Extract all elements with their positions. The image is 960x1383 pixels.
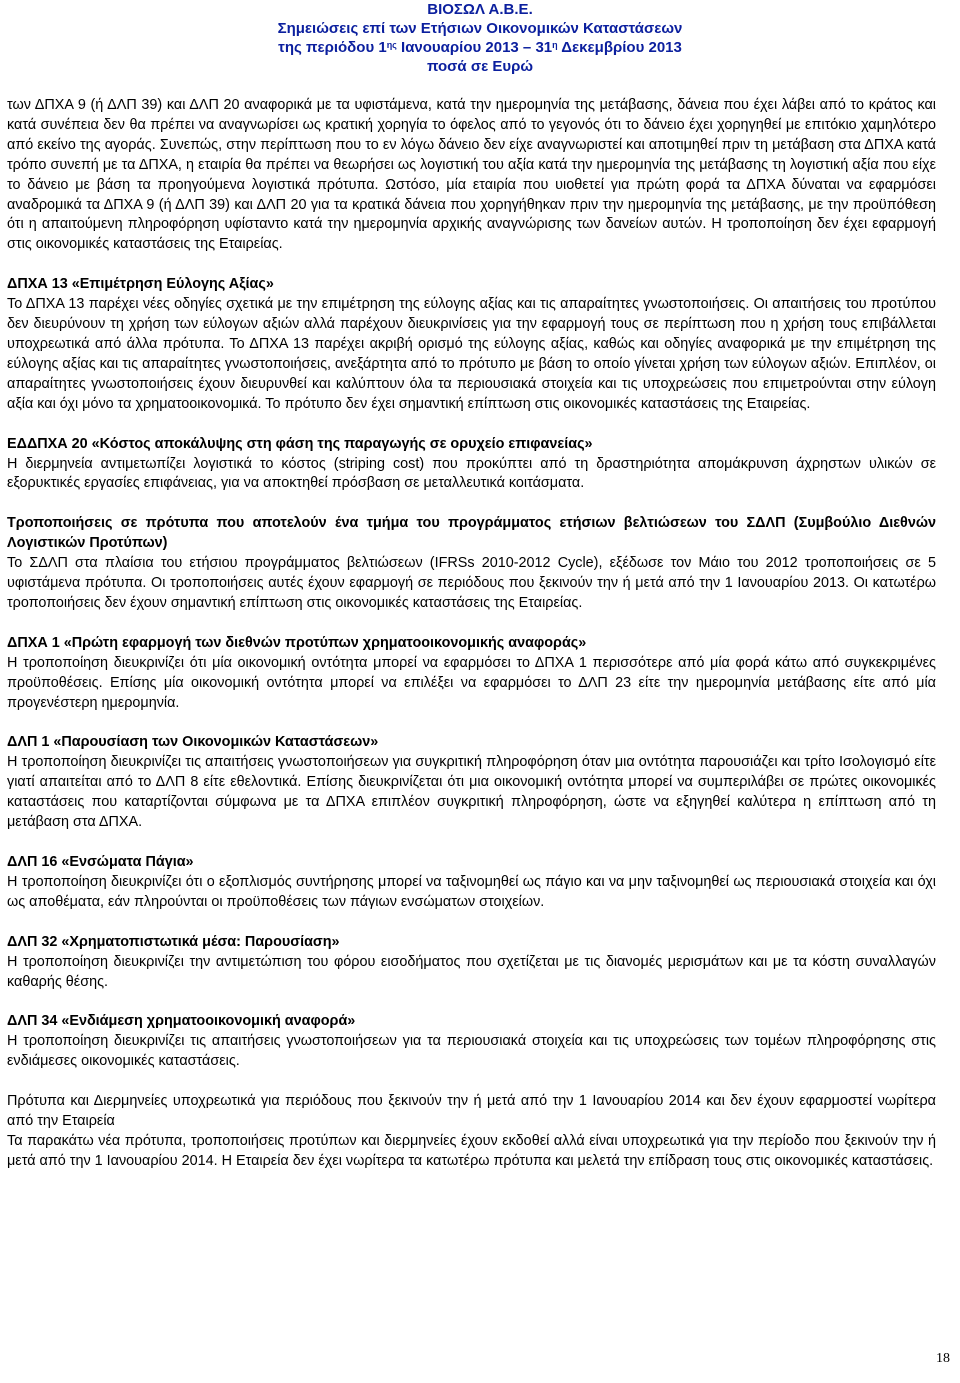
paragraph-ias1: Η τροποποίηση διευκρινίζει τις απαιτήσεις γνωστοποιήσεων για συγκριτική πληροφόρηση όταν μια οντότητα παρουσιάζει και τρίτο Ισολογισμό είτε γιατί απαιτείται από το ΔΛΠ 8 είτε εθελοντικά. Επίσης διευκρινίζεται ότι μια οικονομική οντότητα μπορεί να συμπεριλάβει σε πρώτες οικονομικές καταστάσεις που καταρτίζονται σύμφωνα με τα ΔΠΧΑ επιπλέον συγκριτική πληροφόρηση, ώστε να εξηγηθεί καλύτερα η επίπτωση από τη μετάβαση στα ΔΠΧΑ. xyxy=(7,754,936,831)
company-name: ΒΙΟΣΩΛ Α.Β.Ε. xyxy=(427,1,533,18)
heading-ifric20: ΕΔΔΠΧΑ 20 «Κόστος αποκάλυψης στη φάση της παραγωγής σε ορυχείο επιφανείας» xyxy=(7,435,593,452)
paragraph-ias16: Η τροποποίηση διευκρινίζει ότι ο εξοπλισμός συντήρησης μπορεί να ταξινομηθεί ως πάγιο και να μην ταξινομηθεί ως περιουσιακά στοιχεία και όχι ως αποθέματα, εάν πληρούνται οι προϋποθέσεις των πάγιων ενσώματων στοιχείων. xyxy=(7,873,936,910)
heading-ifrs1: ΔΠΧΑ 1 «Πρώτη εφαρμογή των διεθνών προτύπων χρηματοοικονομικής αναφοράς» xyxy=(7,634,587,651)
document-title: Σημειώσεις επί των Ετήσιων Οικονομικών Καταστάσεων xyxy=(277,20,683,37)
period-sup-2: η xyxy=(552,40,558,50)
heading-ias1: ΔΛΠ 1 «Παρουσίαση των Οικονομικών Καταστάσεων» xyxy=(7,734,379,751)
heading-ias16: ΔΛΠ 16 «Ενσώματα Πάγια» xyxy=(7,854,194,870)
paragraph-ias34: Η τροποποίηση διευκρινίζει τις απαιτήσεις γνωστοποιήσεων για τα περιουσιακά στοιχεία και τις υποχρεώσεις των τομέων πληροφόρησης στις ενδιάμεσες οικονομικές καταστάσεις. xyxy=(7,1033,936,1070)
page-number: 18 xyxy=(936,1351,950,1366)
heading-ias32: ΔΛΠ 32 «Χρηματοπιστωτικά μέσα: Παρουσίαση» xyxy=(7,933,340,950)
period-mid: Ιανουαρίου 2013 – 31 xyxy=(396,39,553,56)
heading-ias34: ΔΛΠ 34 «Ενδιάμεση χρηματοοικονομική αναφορά» xyxy=(7,1013,356,1030)
paragraph-loans: των ΔΠΧΑ 9 (ή ΔΛΠ 39) και ΔΛΠ 20 αναφορικά με τα υφιστάμενα, κατά την ημερομηνία της μετάβασης, δάνεια που έχει λάβει από το κράτος και κατά συνέπεια δεν θα πρέπει να αναγνωρίσει ως κρατική χορηγία το όφελος από το γεγονός ότι το δάνειο έχει χορηγηθεί με επιτόκιο χαμηλότερο από εκείνο της αγοράς. Συνεπώς, στην περίπτωση που το εν λόγω δάνειο δεν είχε αναγνωριστεί και αποτιμηθεί πριν τη μετάβαση στα ΔΠΧΑ κατά τρόπο συνεπή με τα ΔΠΧΑ, η εταιρία θα πρέπει να θεωρήσει ως λογιστική του αξία κατά την ημερομηνία της μετάβασης τη λογιστική αξία που είχε το δάνειο με βάση τα προηγούμενα λογιστικά πρότυπα. Ωστόσο, μία εταιρία που υιοθετεί για πρώτη φορά τα ΔΠΧΑ δύναται να εφαρμόσει αναδρομικά τα ΔΠΧΑ 9 (ή ΔΛΠ 39) και ΔΛΠ 20 για τα κρατικά δάνεια που χορηγήθηκαν πριν την ημερομηνία της μετάβασης, με την προϋπόθεση ότι η απαιτούμενη πληροφόρηση υφίσταντο κατά την ημερομηνία αρχικής αναγνώρισης των δανείων αυτών. Η τροποποίηση δεν έχει εφαρμογή στις οικονομικές καταστάσεις της Εταιρείας. xyxy=(7,97,936,253)
paragraph-new-standards-intro: Πρότυπα και Διερμηνείες υποχρεωτικά για περιόδους που ξεκινούν την ή μετά από την 1 Ιανουαρίου 2014 και δεν έχουν εφαρμοστεί νωρίτερα από την Εταιρεία xyxy=(7,1093,936,1130)
paragraph-ifrs13: Το ΔΠΧΑ 13 παρέχει νέες οδηγίες σχετικά με την επιμέτρηση της εύλογης αξίας και τις απαραίτητες γνωστοποιήσεις. Οι απαιτήσεις του προτύπου δεν διευρύνουν τη χρήση των εύλογων αξιών αλλά παρέχουν διευκρινίσεις για την εφαρμογή τους σε περίπτωση που η χρήση τους επιβάλλεται υποχρεωτικά από άλλα πρότυπα. Το ΔΠΧΑ 13 παρέχει ακριβή ορισμό της εύλογης αξίας, καθώς και οδηγίες αναφορικά με την επιμέτρηση της εύλογης αξίας και τις απαραίτητες γνωστοποιήσεις, ανεξάρτητα από το πρότυπο με βάση το οποίο γίνεται χρήση των εύλογων αξιών. Επιπλέον, οι απαραίτητες γνωστοποιήσεις έχουν διευρυνθεί και καλύπτουν όλα τα περιουσιακά στοιχεία και τις υποχρεώσεις που επιμετρούνται στην εύλογη αξία και όχι μόνο τα χρηματοοικονομικά. Το πρότυπο δεν έχει σημαντική επίπτωση στις οικονομικές καταστάσεις της Εταιρείας. xyxy=(7,296,936,412)
period-prefix: της περιόδου 1 xyxy=(278,39,387,56)
document-body xyxy=(7,96,936,1172)
paragraph-ifrs1: Η τροποποίηση διευκρινίζει ότι μία οικονομική οντότητα μπορεί να εφαρμόσει το ΔΠΧΑ 1 περισσότερε από μία φορά κάτω από συγκεκριμένες προϋποθέσεις. Επίσης μία οικονομική οντότητα μπορεί να επιλέξει να εφαρμόσει το ΔΛΠ 23 είτε την ημερομηνία μετάβασης είτε από μία προγενέστερη ημερομηνία. xyxy=(7,654,936,711)
period-line xyxy=(0,38,960,57)
period-suffix: Δεκεμβρίου 2013 xyxy=(557,39,682,56)
paragraph-new-standards: Τα παρακάτω νέα πρότυπα, τροποποιήσεις προτύπων και διερμηνείες έχουν εκδοθεί αλλά είναι υποχρεωτικά για την περίοδο που ξεκινούν την ή μετά από την 1 Ιανουαρίου 2014. Η Εταιρεία δεν έχει νωρίτερα τα κατωτέρω πρότυπα και μελετά την επίδραση τους στις οικονομικές καταστάσεις. xyxy=(7,1132,936,1169)
paragraph-ifric20: Η διερμηνεία αντιμετωπίζει λογιστικά το κόστος (striping cost) που προκύπτει από τη δραστηριότητα απομάκρυνση άχρηστων υλικών σε εξορυκτικές εργασίες επιφάνειας, για να αποκτηθεί πρόσβαση σε μεταλλευτικά κοιτάσματα. xyxy=(7,455,936,492)
paragraph-annual-improvements: Το ΣΔΛΠ στα πλαίσια του ετήσιου προγράμματος βελτιώσεων (IFRSs 2010-2012 Cycle), εξέδωσε τον Μάιο του 2012 τροποποιήσεις σε 5 υφιστάμενα πρότυπα. Οι τροποποιήσεις αυτές έχουν εφαρμογή σε περιόδους που ξεκινούν την ή μετά από την 1 Ιανουαρίου 2013. Οι κατωτέρω τροποποιήσεις δεν έχουν σημαντική επίπτωση στις οικονομικές καταστάσεις της Εταιρείας. xyxy=(7,555,936,611)
heading-annual-improvements: Τροποποιήσεις σε πρότυπα που αποτελούν ένα τμήμα του προγράμματος ετήσιων βελτιώσεων του ΣΔΛΠ (Συμβούλιο Διεθνών Λογιστικών Προτύπων) xyxy=(7,515,936,552)
period-sup-1: ης xyxy=(386,40,397,50)
currency-note: ποσά σε Ευρώ xyxy=(426,58,534,75)
paragraph-ias32: Η τροποποίηση διευκρινίζει την αντιμετώπιση του φόρου εισοδήματος που σχετίζεται με τις διανομές μερισμάτων και με τα κόστη συναλλαγών καθαρής θέσης. xyxy=(7,953,936,990)
heading-ifrs13: ΔΠΧΑ 13 «Επιμέτρηση Εύλογης Αξίας» xyxy=(7,276,274,293)
page-header xyxy=(0,0,960,80)
